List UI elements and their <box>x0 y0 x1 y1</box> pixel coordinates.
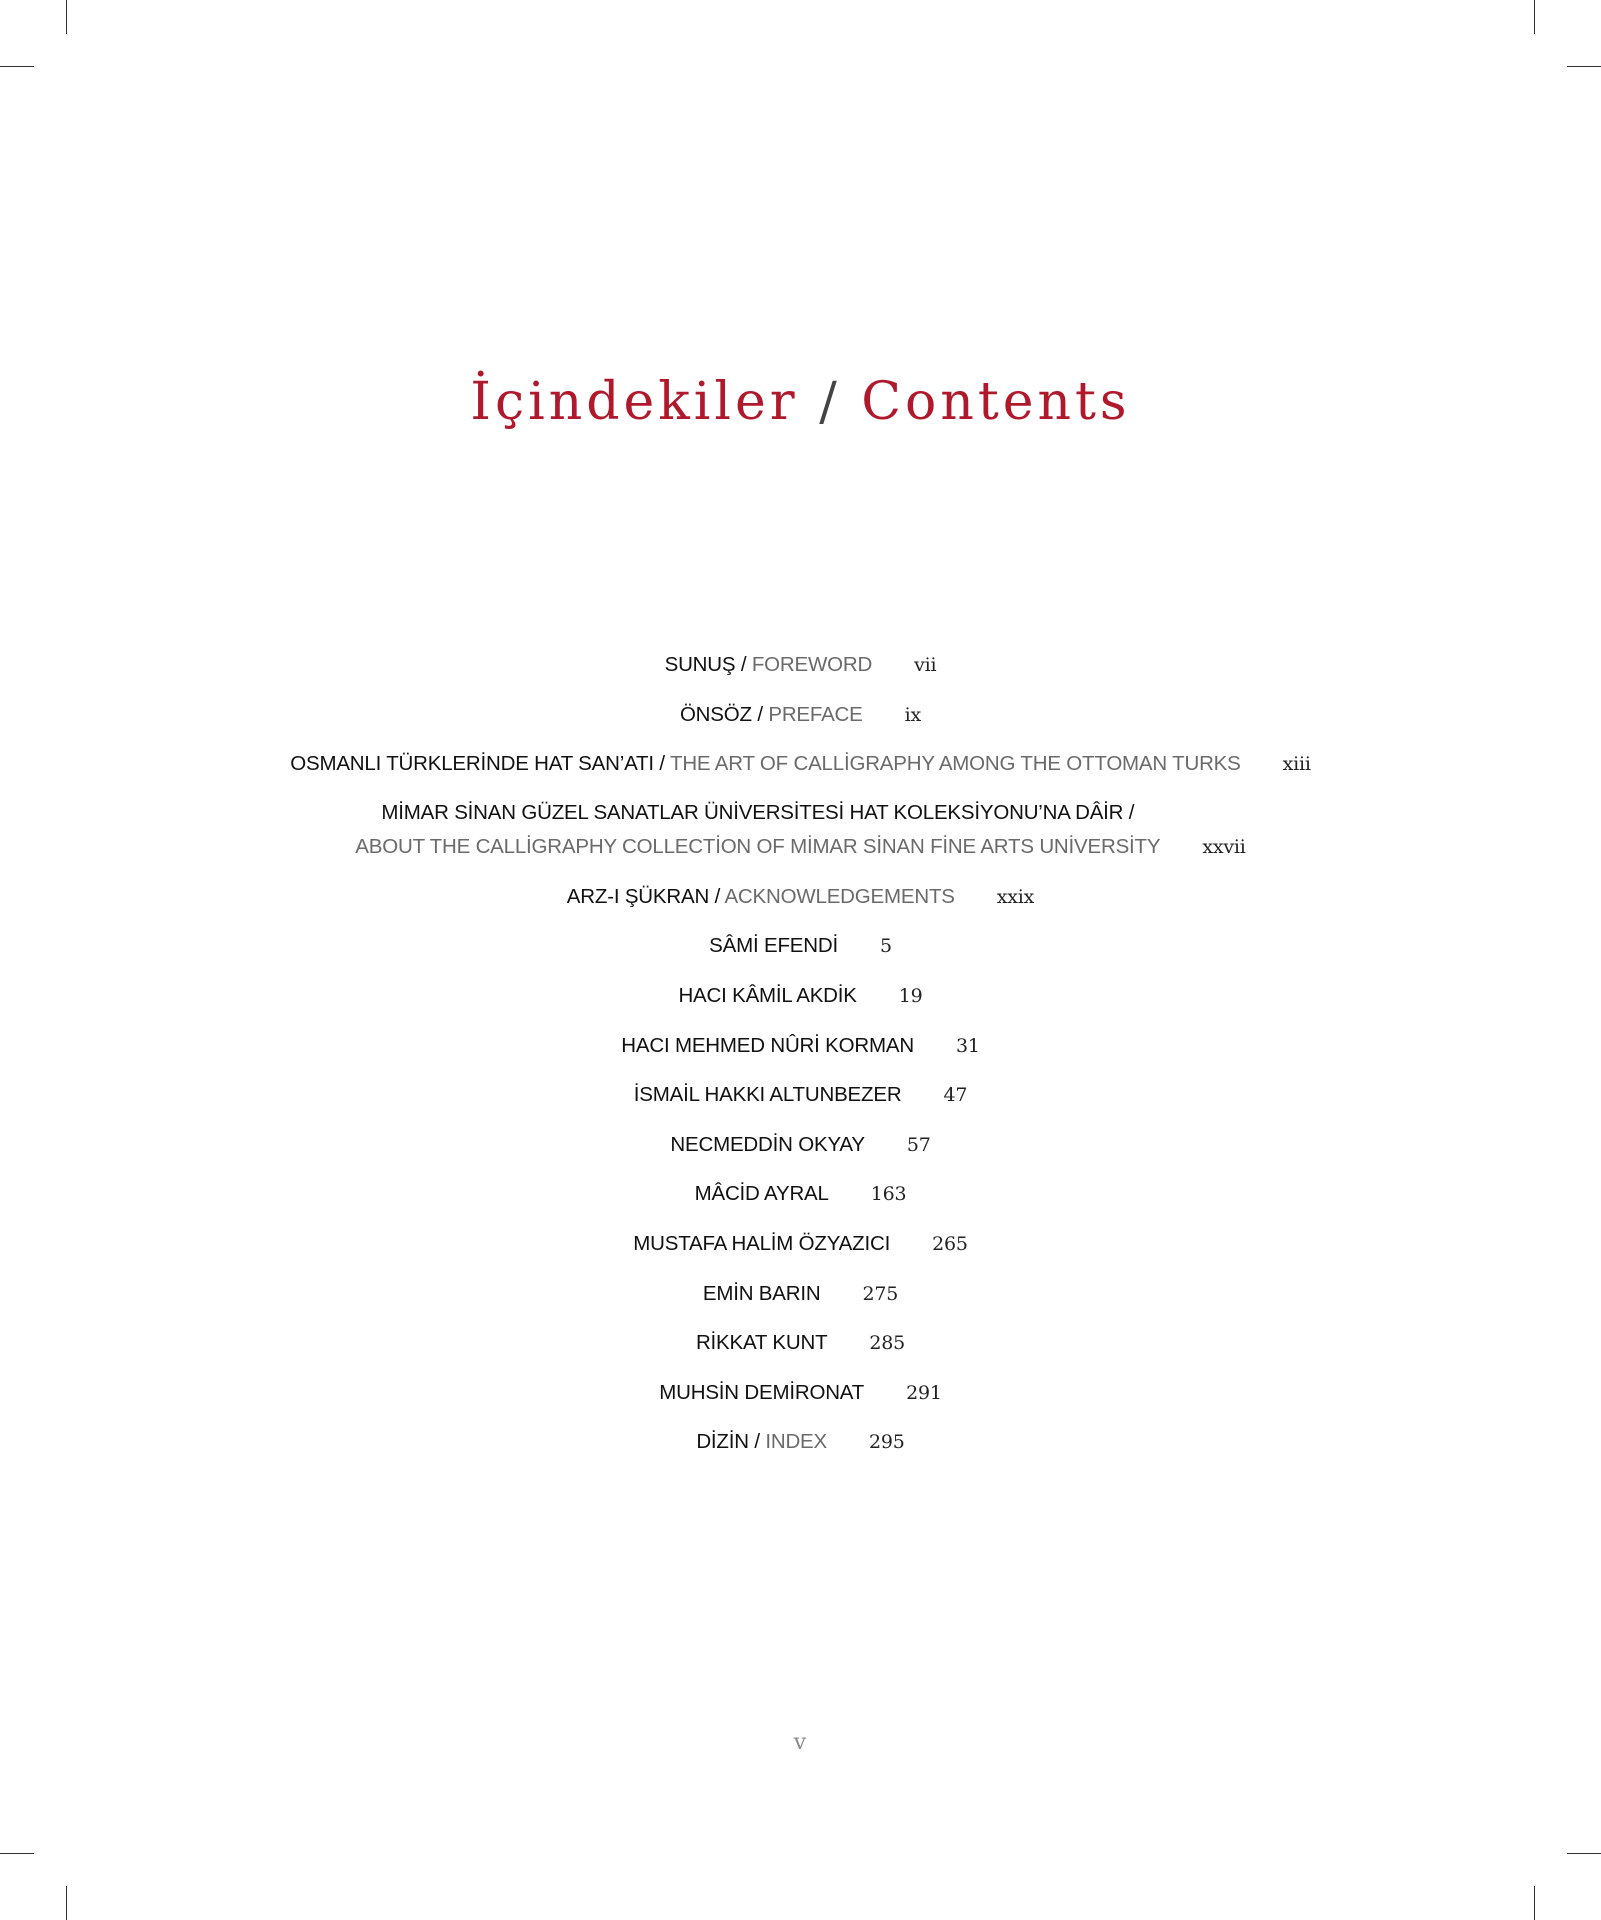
crop-mark-top-left-v <box>66 0 67 34</box>
title-turkish: İçindekiler <box>470 372 799 432</box>
toc-entry-collection[interactable] <box>0 789 1601 872</box>
toc-entry-turkish: İSMAİL HAKKI ALTUNBEZER <box>633 1083 902 1107</box>
toc-entry-haci-mehmed-nuri-korman[interactable] <box>0 1021 1601 1071</box>
toc-entry-turkish: MİMAR SİNAN GÜZEL SANATLAR ÜNİVERSİTESİ HAT KOLEKSİYONU’NA DÂİR / <box>381 800 1135 824</box>
toc-entry-english: PREFACE <box>768 702 863 726</box>
toc-entry-separator: / <box>754 1430 760 1454</box>
toc-entry-page: 163 <box>870 1183 907 1206</box>
toc-entry-mustafa-halim-ozyazici[interactable] <box>0 1219 1601 1269</box>
toc-entry-label <box>567 872 955 922</box>
toc-entry-turkish: SÂMİ EFENDİ <box>709 934 838 958</box>
toc-entry-index[interactable] <box>0 1417 1601 1467</box>
toc-entry-page: ix <box>904 703 922 726</box>
toc-entry-page: xxix <box>996 885 1035 908</box>
table-of-contents <box>0 640 1601 1467</box>
toc-entry-turkish: MÂCİD AYRAL <box>694 1182 829 1206</box>
toc-entry-turkish: MUSTAFA HALİM ÖZYAZICI <box>633 1231 891 1255</box>
toc-entry-page: xxvii <box>1202 835 1246 858</box>
toc-entry-label <box>696 1417 827 1467</box>
toc-entry-foreword[interactable] <box>0 640 1601 690</box>
toc-entry-english: INDEX <box>765 1430 827 1454</box>
toc-entry-label <box>665 640 873 690</box>
crop-mark-top-left-h <box>0 66 34 67</box>
toc-entry-page: vii <box>914 654 937 676</box>
toc-entry-emin-barin[interactable] <box>0 1269 1601 1319</box>
toc-entry-preface[interactable] <box>0 690 1601 740</box>
toc-entry-page: 295 <box>869 1431 905 1454</box>
toc-entry-page: 19 <box>898 984 923 1007</box>
toc-entry-english: ACKNOWLEDGEMENTS <box>724 884 955 908</box>
toc-entry-turkish: SUNUŞ <box>664 653 736 676</box>
toc-entry-page: 57 <box>906 1133 931 1156</box>
crop-mark-top-right-v <box>1534 0 1535 34</box>
toc-entry-separator: / <box>757 702 763 726</box>
toc-entry-turkish: DİZİN <box>696 1430 749 1454</box>
page-title <box>0 372 1601 432</box>
toc-entry-separator: / <box>740 653 747 676</box>
toc-entry-page: 291 <box>906 1381 942 1404</box>
toc-entry-page: 275 <box>862 1282 899 1305</box>
title-english: Contents <box>861 372 1131 432</box>
toc-entry-turkish: RİKKAT KUNT <box>695 1331 828 1355</box>
toc-entry-separator: / <box>659 752 665 776</box>
toc-entry-muhsin-demironat[interactable] <box>0 1368 1601 1418</box>
crop-mark-top-right-h <box>1567 66 1601 67</box>
crop-mark-bottom-left-v <box>66 1886 67 1920</box>
toc-entry-label <box>355 796 1160 864</box>
toc-entry-english: ABOUT THE CALLİGRAPHY COLLECTİON OF MİMAR SİNAN FİNE ARTS UNİVERSİTY <box>355 834 1161 858</box>
crop-mark-bottom-left-h <box>0 1853 34 1854</box>
toc-entry-page: 47 <box>943 1084 968 1107</box>
toc-entry-turkish: HACI KÂMİL AKDİK <box>678 983 857 1007</box>
toc-entry-page: 31 <box>955 1034 980 1057</box>
toc-entry-label <box>290 739 1240 789</box>
toc-entry-haci-kamil-akdik[interactable] <box>0 971 1601 1021</box>
toc-entry-necmeddin-okyay[interactable] <box>0 1120 1601 1170</box>
toc-entry-label <box>680 690 863 740</box>
title-separator: / <box>819 372 841 432</box>
toc-entry-art-of-calligraphy[interactable] <box>0 739 1601 789</box>
toc-entry-page: 285 <box>869 1332 906 1355</box>
toc-entry-turkish: MUHSİN DEMİRONAT <box>659 1380 865 1404</box>
page-number: v <box>793 1730 808 1755</box>
toc-entry-turkish: NECMEDDİN OKYAY <box>670 1132 865 1156</box>
toc-entry-sami-efendi[interactable] <box>0 921 1601 971</box>
toc-entry-turkish: EMİN BARIN <box>702 1281 821 1305</box>
toc-entry-page: xiii <box>1282 753 1311 776</box>
crop-mark-bottom-right-v <box>1534 1886 1535 1920</box>
toc-entry-separator: / <box>714 884 721 908</box>
toc-entry-rikkat-kunt[interactable] <box>0 1318 1601 1368</box>
toc-entry-turkish: HACI MEHMED NÛRİ KORMAN <box>621 1033 914 1057</box>
toc-entry-page: 265 <box>932 1232 968 1255</box>
crop-mark-bottom-right-h <box>1567 1853 1601 1854</box>
toc-entry-macid-ayral[interactable] <box>0 1169 1601 1219</box>
toc-entry-english: FOREWORD <box>751 653 873 676</box>
toc-entry-turkish: ARZ-I ŞÜKRAN <box>566 884 710 908</box>
toc-entry-ismail-hakki-altunbezer[interactable] <box>0 1070 1601 1120</box>
toc-entry-turkish: ÖNSÖZ <box>679 702 752 726</box>
toc-entry-turkish: OSMANLI TÜRKLERİNDE HAT SAN’ATI <box>290 752 654 776</box>
toc-entry-english: THE ART OF CALLİGRAPHY AMONG THE OTTOMAN TURKS <box>670 752 1241 776</box>
toc-entry-page: 5 <box>879 935 892 958</box>
toc-entry-acknowledgements[interactable] <box>0 872 1601 922</box>
